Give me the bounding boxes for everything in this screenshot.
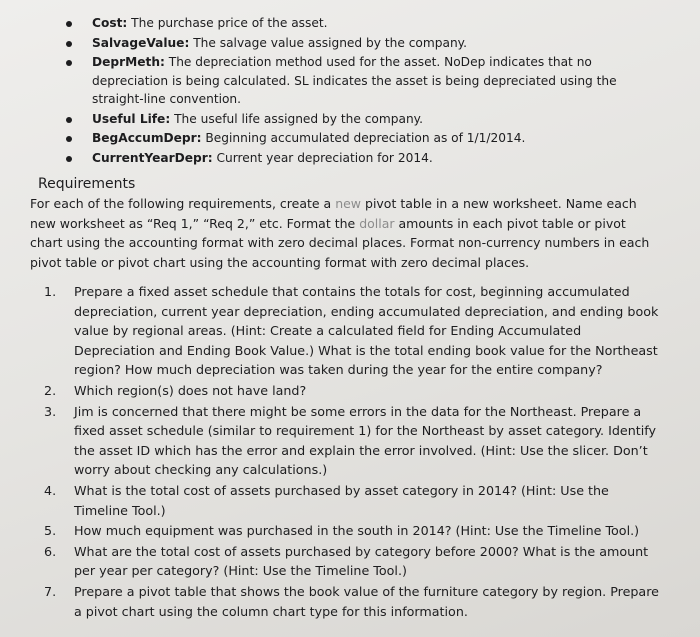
field-description: The useful life assigned by the company. bbox=[170, 111, 424, 126]
requirement-number: 3. bbox=[44, 403, 57, 419]
intro-text: For each of the following requirements, create a bbox=[30, 196, 336, 211]
requirement-text: Which region(s) does not have land? bbox=[74, 382, 307, 398]
field-term: SalvageValue: bbox=[92, 35, 190, 50]
requirement-number: 4. bbox=[44, 482, 57, 498]
bullet-icon bbox=[66, 60, 72, 66]
bullet-icon bbox=[66, 136, 72, 142]
requirement-list bbox=[34, 282, 660, 621]
field-item-cost bbox=[62, 14, 660, 33]
requirement-text: How much equipment was purchased in the south in 2014? (Hint: Use the Timeline Tool.) bbox=[74, 523, 640, 539]
field-item-depr-meth bbox=[62, 53, 660, 109]
field-definition-list bbox=[34, 14, 660, 167]
field-item-useful-life bbox=[62, 110, 660, 129]
requirement-item bbox=[44, 542, 660, 581]
intro-text: pivot table in a new worksheet. Name each new worksheet as “Req 1,” “Req 2,” etc. Format the bbox=[30, 196, 637, 231]
requirement-item bbox=[44, 402, 660, 480]
bullet-icon bbox=[66, 21, 72, 27]
intro-faint-text: dollar bbox=[359, 215, 395, 231]
requirement-number: 7. bbox=[44, 583, 57, 599]
field-description: The depreciation method used for the asset. NoDep indicates that no depreciation is being calculated. SL indicates the asset is being depreciated using the straight-line convention. bbox=[92, 55, 617, 106]
requirement-item bbox=[44, 481, 660, 520]
field-description: Current year depreciation for 2014. bbox=[212, 150, 433, 165]
requirements-heading: Requirements bbox=[38, 176, 136, 192]
field-term: Cost: bbox=[92, 16, 128, 30]
requirement-text: Jim is concerned that there might be some errors in the data for the Northeast. Prepare a fixed asset schedule (similar to requirement 1) for the Northeast by asset category. Identify the asset ID which has the error and explain the error involved. (Hint: Use the slicer. Don’t worry about checking any calculations.) bbox=[74, 403, 657, 478]
requirement-number: 5. bbox=[44, 523, 57, 539]
field-description: The purchase price of the asset. bbox=[127, 16, 328, 30]
field-item-beg-accum-depr bbox=[62, 129, 660, 148]
requirement-item bbox=[44, 381, 660, 401]
field-description: The salvage value assigned by the company. bbox=[189, 35, 468, 50]
requirement-text: What is the total cost of assets purchased by asset category in 2014? (Hint: Use the Timeline Tool.) bbox=[74, 482, 609, 518]
requirement-number: 6. bbox=[44, 543, 57, 559]
bullet-icon bbox=[66, 156, 72, 162]
field-term: Useful Life: bbox=[92, 111, 171, 126]
intro-text: amounts in each pivot table or pivot chart using the accounting format with zero decimal places. Format non-currency numbers in each pivot table or pivot chart using the accounting format with zero decimal places. bbox=[30, 215, 650, 270]
bullet-icon bbox=[66, 41, 72, 47]
requirement-item bbox=[44, 282, 660, 380]
field-description: Beginning accumulated depreciation as of 1/1/2014. bbox=[201, 131, 526, 145]
intro-faint-text: new bbox=[335, 196, 362, 211]
field-item-salvage-value bbox=[62, 34, 660, 53]
requirement-item bbox=[44, 521, 660, 541]
bullet-icon bbox=[66, 117, 72, 123]
requirement-item bbox=[44, 582, 660, 621]
requirement-text: Prepare a fixed asset schedule that contains the totals for cost, beginning accumulated depreciation, current year depreciation, ending accumulated depreciation, and ending book value by regional areas. (Hint: Create a calculated field for Ending Accumulated Depreciation and Ending Book Value.) What is the total ending book value for the Northeast region? How much depreciation was taken during the year for the entire company? bbox=[74, 284, 659, 378]
requirement-text: What are the total cost of assets purchased by category before 2000? What is the amount per year per category? (Hint: Use the Timeline Tool.) bbox=[74, 543, 649, 579]
field-term: DeprMeth: bbox=[92, 55, 165, 69]
field-term: CurrentYearDepr: bbox=[92, 150, 213, 165]
requirement-text: Prepare a pivot table that shows the book value of the furniture category by region. Prepare a pivot chart using the column chart type for this information. bbox=[74, 583, 659, 619]
requirement-number: 2. bbox=[44, 382, 57, 398]
requirement-number: 1. bbox=[44, 284, 57, 299]
field-item-current-year-depr bbox=[62, 149, 660, 168]
field-term: BegAccumDepr: bbox=[92, 131, 202, 145]
requirements-intro bbox=[30, 194, 660, 272]
